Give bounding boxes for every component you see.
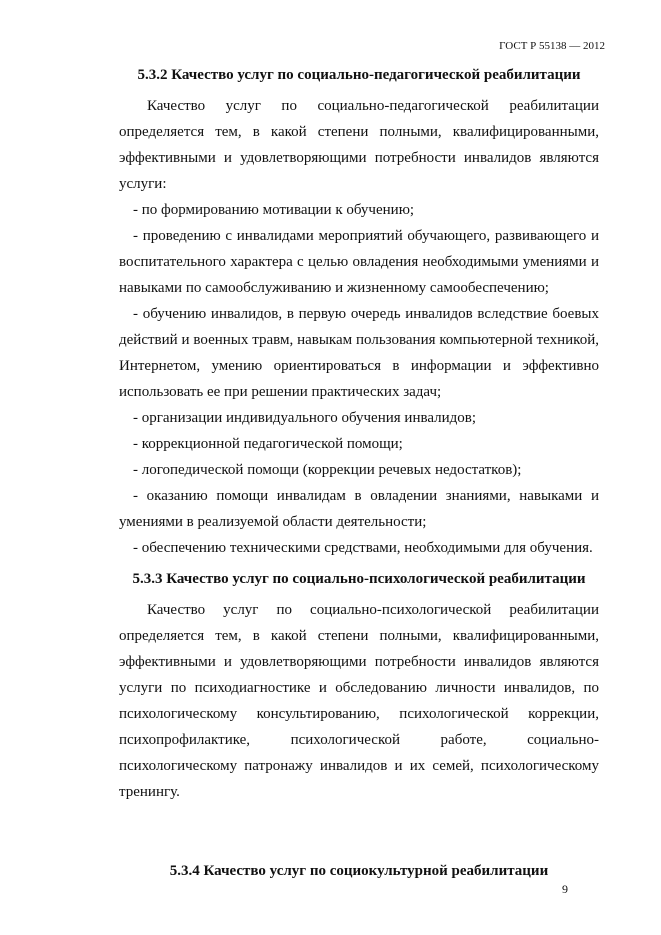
list-item: - логопедической помощи (коррекции речевых недостатков); [133,462,522,478]
section-5-3-2-heading: 5.3.2 Качество услуг по социально-педагогической реабилитации [137,67,581,83]
list-item: - коррекционной педагогической помощи; [133,436,403,452]
list-item: - обеспечению техническими средствами, необходимыми для обучения. [133,540,593,556]
section-5-3-3-intro: Качество услуг по социально-психологической реабилитации определяется тем, в какой степени полными, квалифицированными, эффективными и удовлетворяющими потребности инвалидов являются услуги по психодиагностике и обследованию личности инвалидов, по психологическому консультированию, психологической коррекции, психопрофилактике, психологической работе, социально-психологическому патронажу инвалидов и их семей, психологическому тренингу. [119,602,599,800]
section-5-3-4-heading: 5.3.4 Качество услуг по социокультурной реабилитации [169,863,549,879]
section-5-3-3-heading: 5.3.3 Качество услуг по социально-психологической реабилитации [132,571,586,587]
page-number: 9 [562,882,568,896]
list-item: - организации индивидуального обучения инвалидов; [133,410,477,426]
list-item: - обучению инвалидов, в первую очередь инвалидов вследствие боевых действий и военных травм, навыкам пользования компьютерной техникой, Интернетом, умению ориентироваться в информации и эффективно использовать ее при решении практических задач; [119,306,599,400]
section-5-3-2-intro: Качество услуг по социально-педагогической реабилитации определяется тем, в какой степени полными, квалифицированными, эффективными и удовлетворяющими потребности инвалидов являются услуги: [119,98,599,192]
list-item: - по формированию мотивации к обучению; [133,202,415,218]
list-item: - проведению с инвалидами мероприятий обучающего, развивающего и воспитательного характера с целью овладения необходимыми умениями и навыками по самообслуживанию и жизненному самообеспечению; [119,228,599,296]
document-code-header: ГОСТ Р 55138 — 2012 [499,40,605,52]
list-item: - оказанию помощи инвалидам в овладении знаниями, навыками и умениями в реализуемой области деятельности; [119,488,599,530]
document-body [119,65,599,881]
